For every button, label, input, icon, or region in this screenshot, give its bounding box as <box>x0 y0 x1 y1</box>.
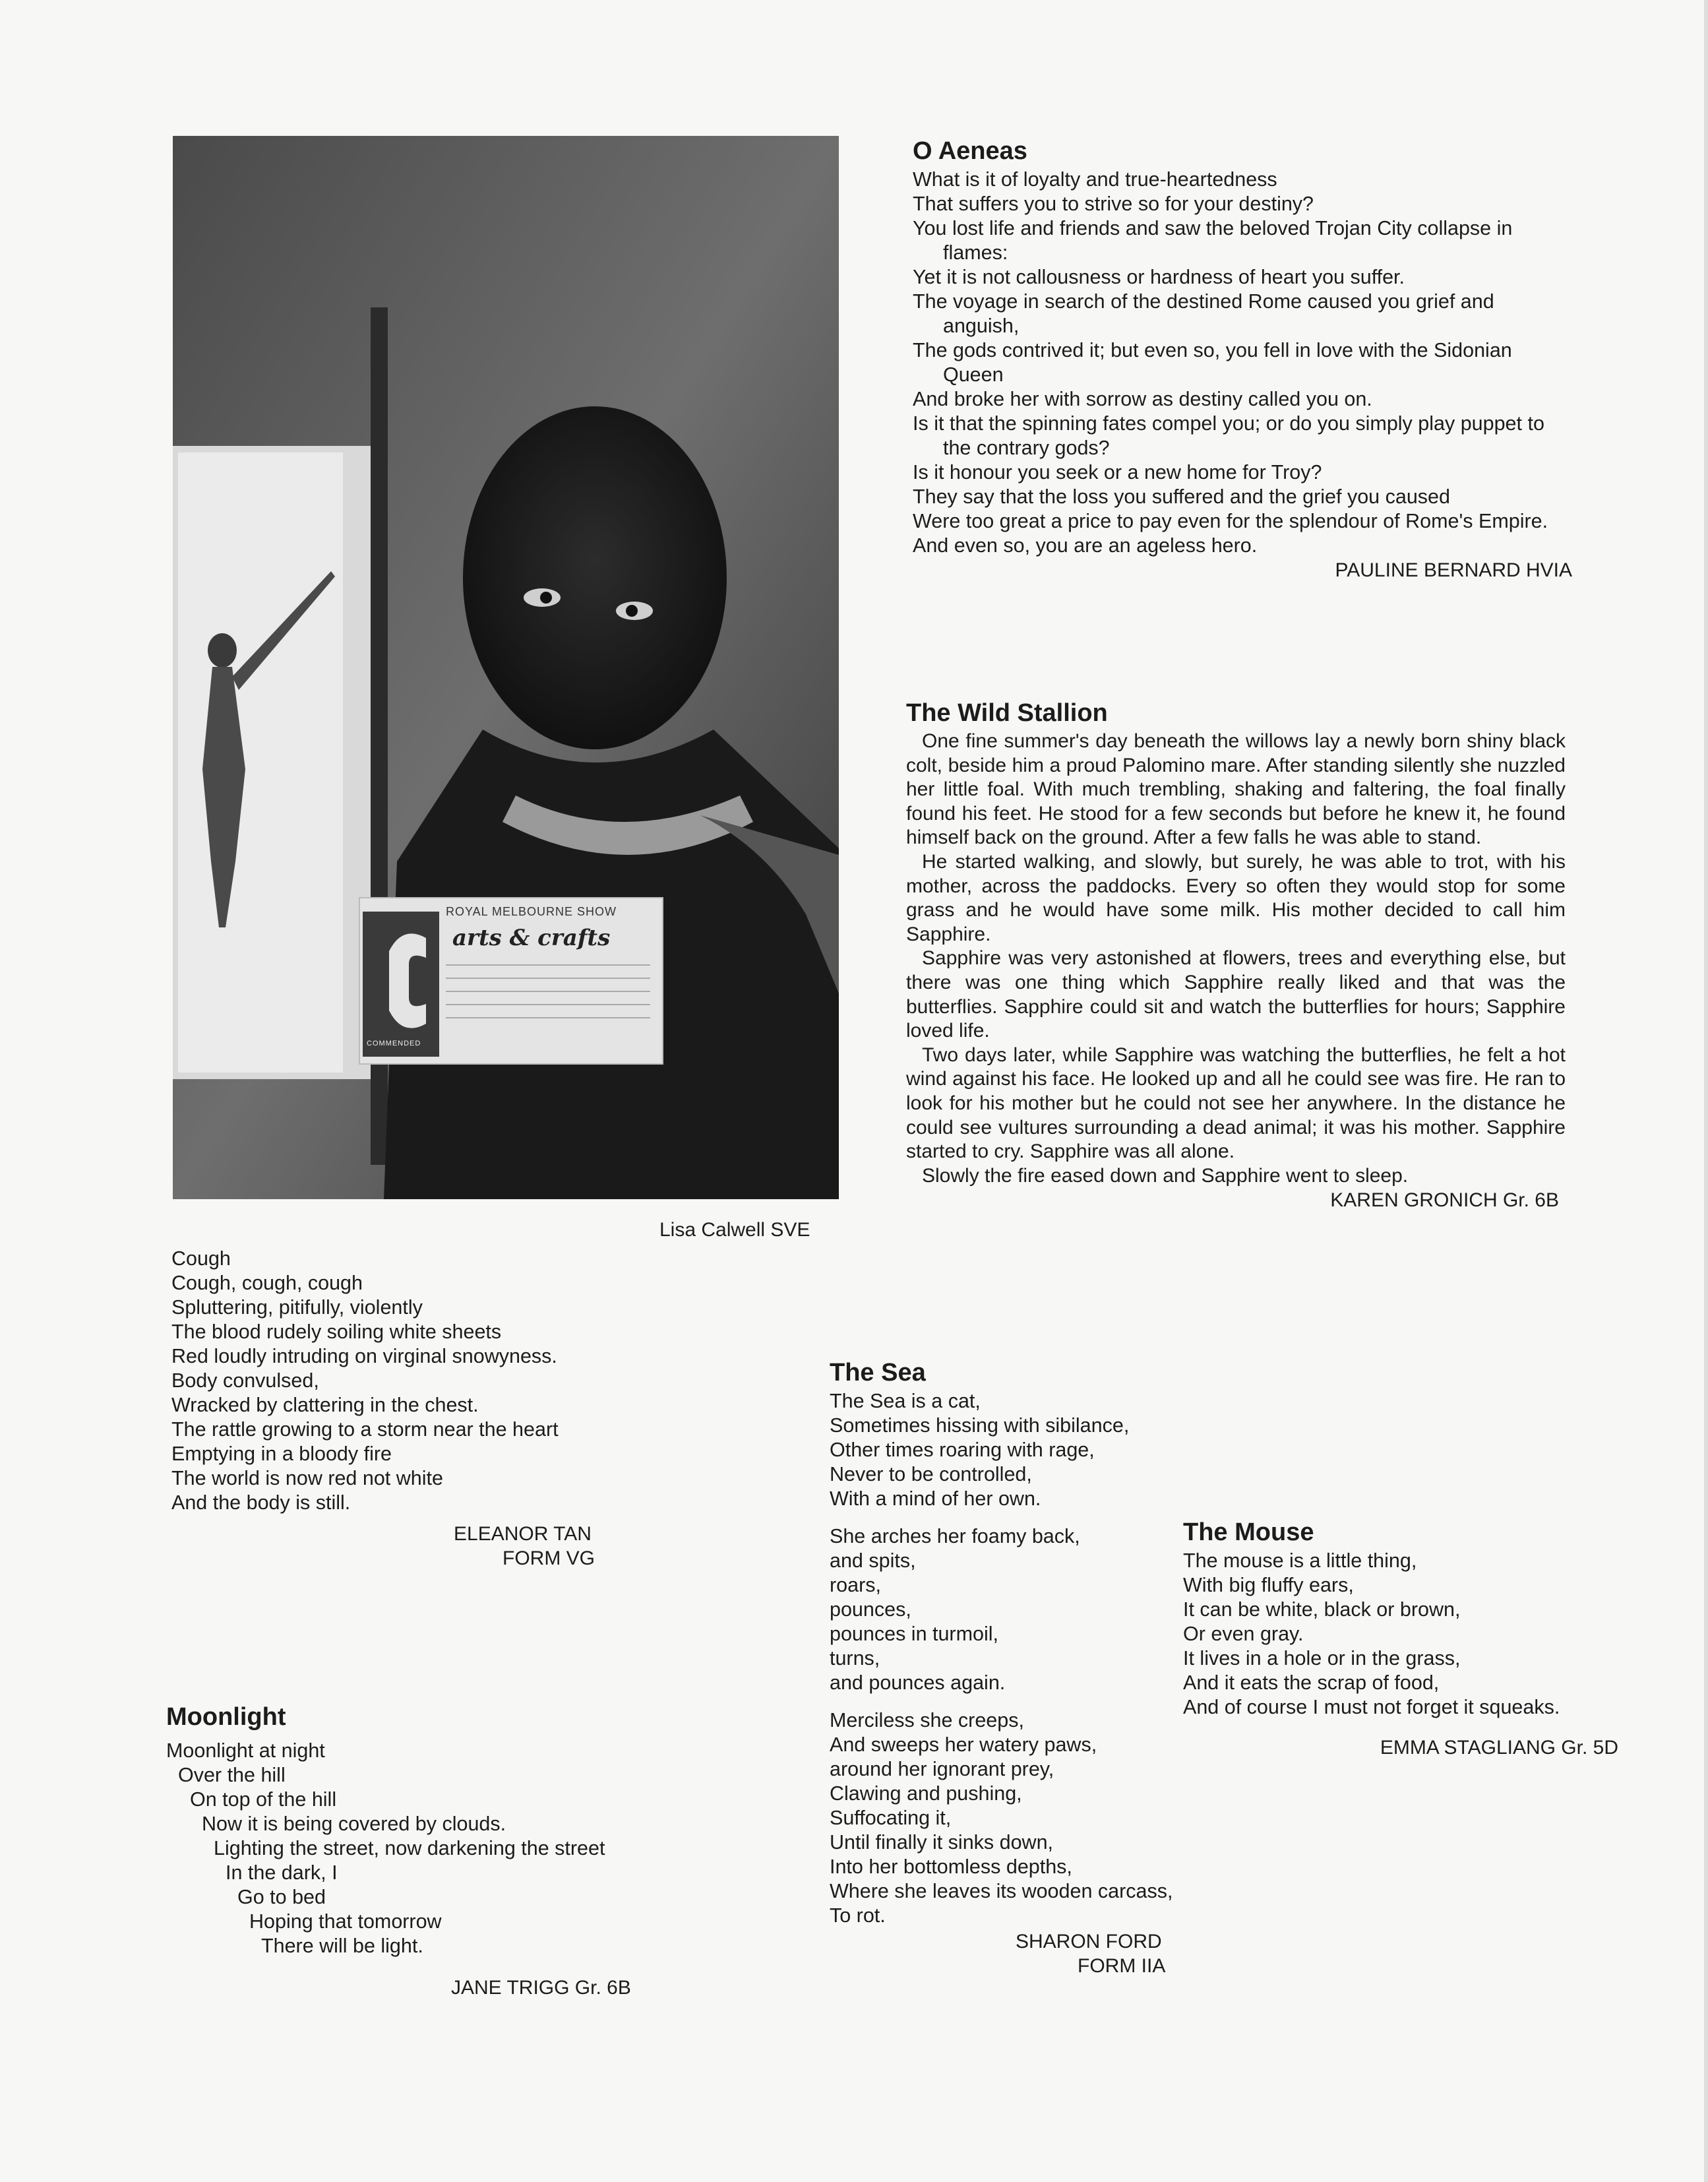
poem-line: Hoping that tomorrow <box>249 1910 442 1933</box>
poem-line: And it eats the scrap of food, <box>1183 1671 1440 1694</box>
poem-line: That suffers you to strive so for your destiny? <box>913 193 1314 215</box>
poem-line: Go to bed <box>237 1886 326 1908</box>
story-body <box>906 730 1566 1188</box>
poem-line: Cough <box>171 1247 231 1270</box>
page-edge <box>1704 0 1708 2182</box>
poem-line: The blood rudely soiling white sheets <box>171 1321 502 1343</box>
story-paragraph: Sapphire was very astonished at flowers, trees and everything else, but there was one thing which Sapphire really liked and that was the butterflies. Sapphire could sit and watch the butterflies for hours; Sapphire loved life. <box>906 947 1566 1042</box>
story-paragraph: One fine summer's day beneath the willows lay a newly born shiny black colt, beside him a proud Palomino mare. After standing silently she nuzzled her little foal. With much trembling, shaking and faltering, the foal finally found his feet. He stood for a few seconds but before he knew it, he found himself back on the ground. After a few falls he was able to stand. <box>906 730 1566 849</box>
poem-line: turns, <box>830 1647 880 1669</box>
award-category: arts & crafts <box>452 925 611 951</box>
poem-title: Moonlight <box>166 1703 286 1731</box>
story-title: The Wild Stallion <box>906 699 1108 727</box>
poem-line: Moonlight at night <box>166 1739 325 1762</box>
poem-the-mouse <box>1183 1517 1618 1760</box>
poem-line: Cough, cough, cough <box>171 1272 363 1294</box>
poem-line: Red loudly intruding on virginal snowyness. <box>171 1345 557 1367</box>
award-heading: ROYAL MELBOURNE SHOW <box>446 905 617 918</box>
poem-line: The voyage in search of the destined Rome caused you grief and anguish, <box>913 290 1494 337</box>
poem-stanza <box>830 1708 1199 1928</box>
poem-author-form: FORM VG <box>503 1547 595 1569</box>
poem-line: On top of the hill <box>190 1788 337 1811</box>
poem-stanza <box>830 1389 1199 1511</box>
poem-author-form: FORM IIA <box>1078 1955 1166 1977</box>
poem-line: With big fluffy ears, <box>1183 1574 1354 1596</box>
poem-line: Now it is being covered by clouds. <box>202 1813 506 1835</box>
poem-line: The rattle growing to a storm near the heart <box>171 1418 559 1441</box>
story-wild-stallion <box>906 698 1566 1212</box>
poem-line: And even so, you are an ageless hero. <box>913 534 1258 557</box>
poem-line: Into her bottomless depths, <box>830 1855 1072 1878</box>
poem-stanza <box>830 1524 1199 1695</box>
poem-line: Over the hill <box>178 1764 286 1786</box>
poem-line: Is it that the spinning fates compel you; or do you simply play puppet to the contrary gods? <box>913 412 1544 459</box>
poem-line: Spluttering, pitifully, violently <box>171 1296 423 1319</box>
poem-author-name: ELEANOR TAN <box>454 1523 592 1545</box>
poem-line: In the dark, I <box>226 1861 338 1884</box>
poem-line: Wracked by clattering in the chest. <box>171 1394 479 1416</box>
poem-line: To rot. <box>830 1904 886 1927</box>
poem-line: Or even gray. <box>1183 1623 1304 1645</box>
poem-line: and pounces again. <box>830 1671 1006 1694</box>
poem-line: Merciless she creeps, <box>830 1709 1024 1731</box>
poem-line: She arches her foamy back, <box>830 1525 1080 1547</box>
poem-line: With a mind of her own. <box>830 1487 1041 1510</box>
commended-c-icon <box>363 912 439 1057</box>
poem-line: pounces in turmoil, <box>830 1623 998 1645</box>
story-paragraph: Two days later, while Sapphire was watching the butterflies, he felt a hot wind against his face. He looked up and all he could see was fire. He ran to look for his mother but he could not see her anywhere. In the distance he could see vultures surrounding a dead animal; it was his mother. Sapphire started to cry. Sapphire was all alone. <box>906 1044 1566 1163</box>
poem-line: There will be light. <box>261 1935 423 1957</box>
award-card <box>359 897 663 1065</box>
poem-line: The world is now red not white <box>171 1467 443 1489</box>
poem-line: And sweeps her watery paws, <box>830 1733 1097 1756</box>
poem-line: Until finally it sinks down, <box>830 1831 1054 1854</box>
poem-line: You lost life and friends and saw the beloved Trojan City collapse in flames: <box>913 217 1513 264</box>
poem-line: It can be white, black or brown, <box>1183 1598 1461 1621</box>
photo-caption: Lisa Calwell SVE <box>659 1219 810 1241</box>
poem-author: PAULINE BERNARD HVIA <box>1335 559 1572 581</box>
poem-line: Lighting the street, now darkening the street <box>214 1837 605 1859</box>
poem-line: The gods contrived it; but even so, you fell in love with the Sidonian Queen <box>913 339 1512 386</box>
poem-author: EMMA STAGLIANG Gr. 5D <box>1380 1737 1618 1759</box>
story-paragraph: Slowly the fire eased down and Sapphire went to sleep. <box>922 1164 1409 1187</box>
poem-moonlight <box>166 1702 694 2000</box>
poem-line: Body convulsed, <box>171 1369 319 1392</box>
award-fine-print <box>446 964 650 1030</box>
poem-line: roars, <box>830 1574 881 1596</box>
poem-title: The Sea <box>830 1359 926 1387</box>
poem-title: O Aeneas <box>913 137 1027 165</box>
poem-line: Were too great a price to pay even for the splendour of Rome's Empire. <box>913 510 1548 532</box>
story-paragraph: He started walking, and slowly, but surely, he was able to trot, with his mother, across the paddocks. Every so often they would stop for some grass and he would have some milk. His mother decided to call him Sapphire. <box>906 850 1566 945</box>
poem-line: And of course I must not forget it squeaks. <box>1183 1696 1560 1718</box>
poem-line: pounces, <box>830 1598 911 1621</box>
poem-line: The mouse is a little thing, <box>1183 1549 1417 1572</box>
poem-line: And the body is still. <box>171 1491 351 1514</box>
poem-line: It lives in a hole or in the grass, <box>1183 1647 1461 1669</box>
poem-line: Never to be controlled, <box>830 1463 1032 1485</box>
poem-line: Clawing and pushing, <box>830 1782 1022 1805</box>
poem-line: The Sea is a cat, <box>830 1390 981 1412</box>
poem-line: Is it honour you seek or a new home for Troy? <box>913 461 1322 483</box>
poem-line: Other times roaring with rage, <box>830 1439 1095 1461</box>
poem-the-sea <box>830 1357 1199 1982</box>
poem-o-aeneas <box>913 136 1572 582</box>
poem-author-name: SHARON FORD <box>1016 1931 1162 1952</box>
poem-author-block <box>830 1929 1199 1982</box>
poem-line: Emptying in a bloody fire <box>171 1443 392 1465</box>
poem-line: What is it of loyalty and true-heartedness <box>913 168 1277 191</box>
poem-author-block <box>171 1522 646 1574</box>
poem-line: And broke her with sorrow as destiny called you on. <box>913 388 1372 410</box>
award-ribbon: COMMENDED <box>367 1040 421 1047</box>
poem-line: Sometimes hissing with sibilance, <box>830 1414 1130 1437</box>
poem-title: The Mouse <box>1183 1518 1314 1546</box>
poem-line: Yet it is not callousness or hardness of heart you suffer. <box>913 266 1405 288</box>
poem-cough <box>171 1247 646 1574</box>
poem-line: They say that the loss you suffered and the grief you caused <box>913 485 1450 508</box>
poem-line: Suffocating it, <box>830 1807 952 1829</box>
story-author: KAREN GRONICH Gr. 6B <box>1330 1189 1559 1212</box>
poem-author: JANE TRIGG Gr. 6B <box>451 1977 631 1999</box>
poem-line: around her ignorant prey, <box>830 1758 1054 1780</box>
poem-line: and spits, <box>830 1549 916 1572</box>
poem-line: Where she leaves its wooden carcass, <box>830 1880 1173 1902</box>
